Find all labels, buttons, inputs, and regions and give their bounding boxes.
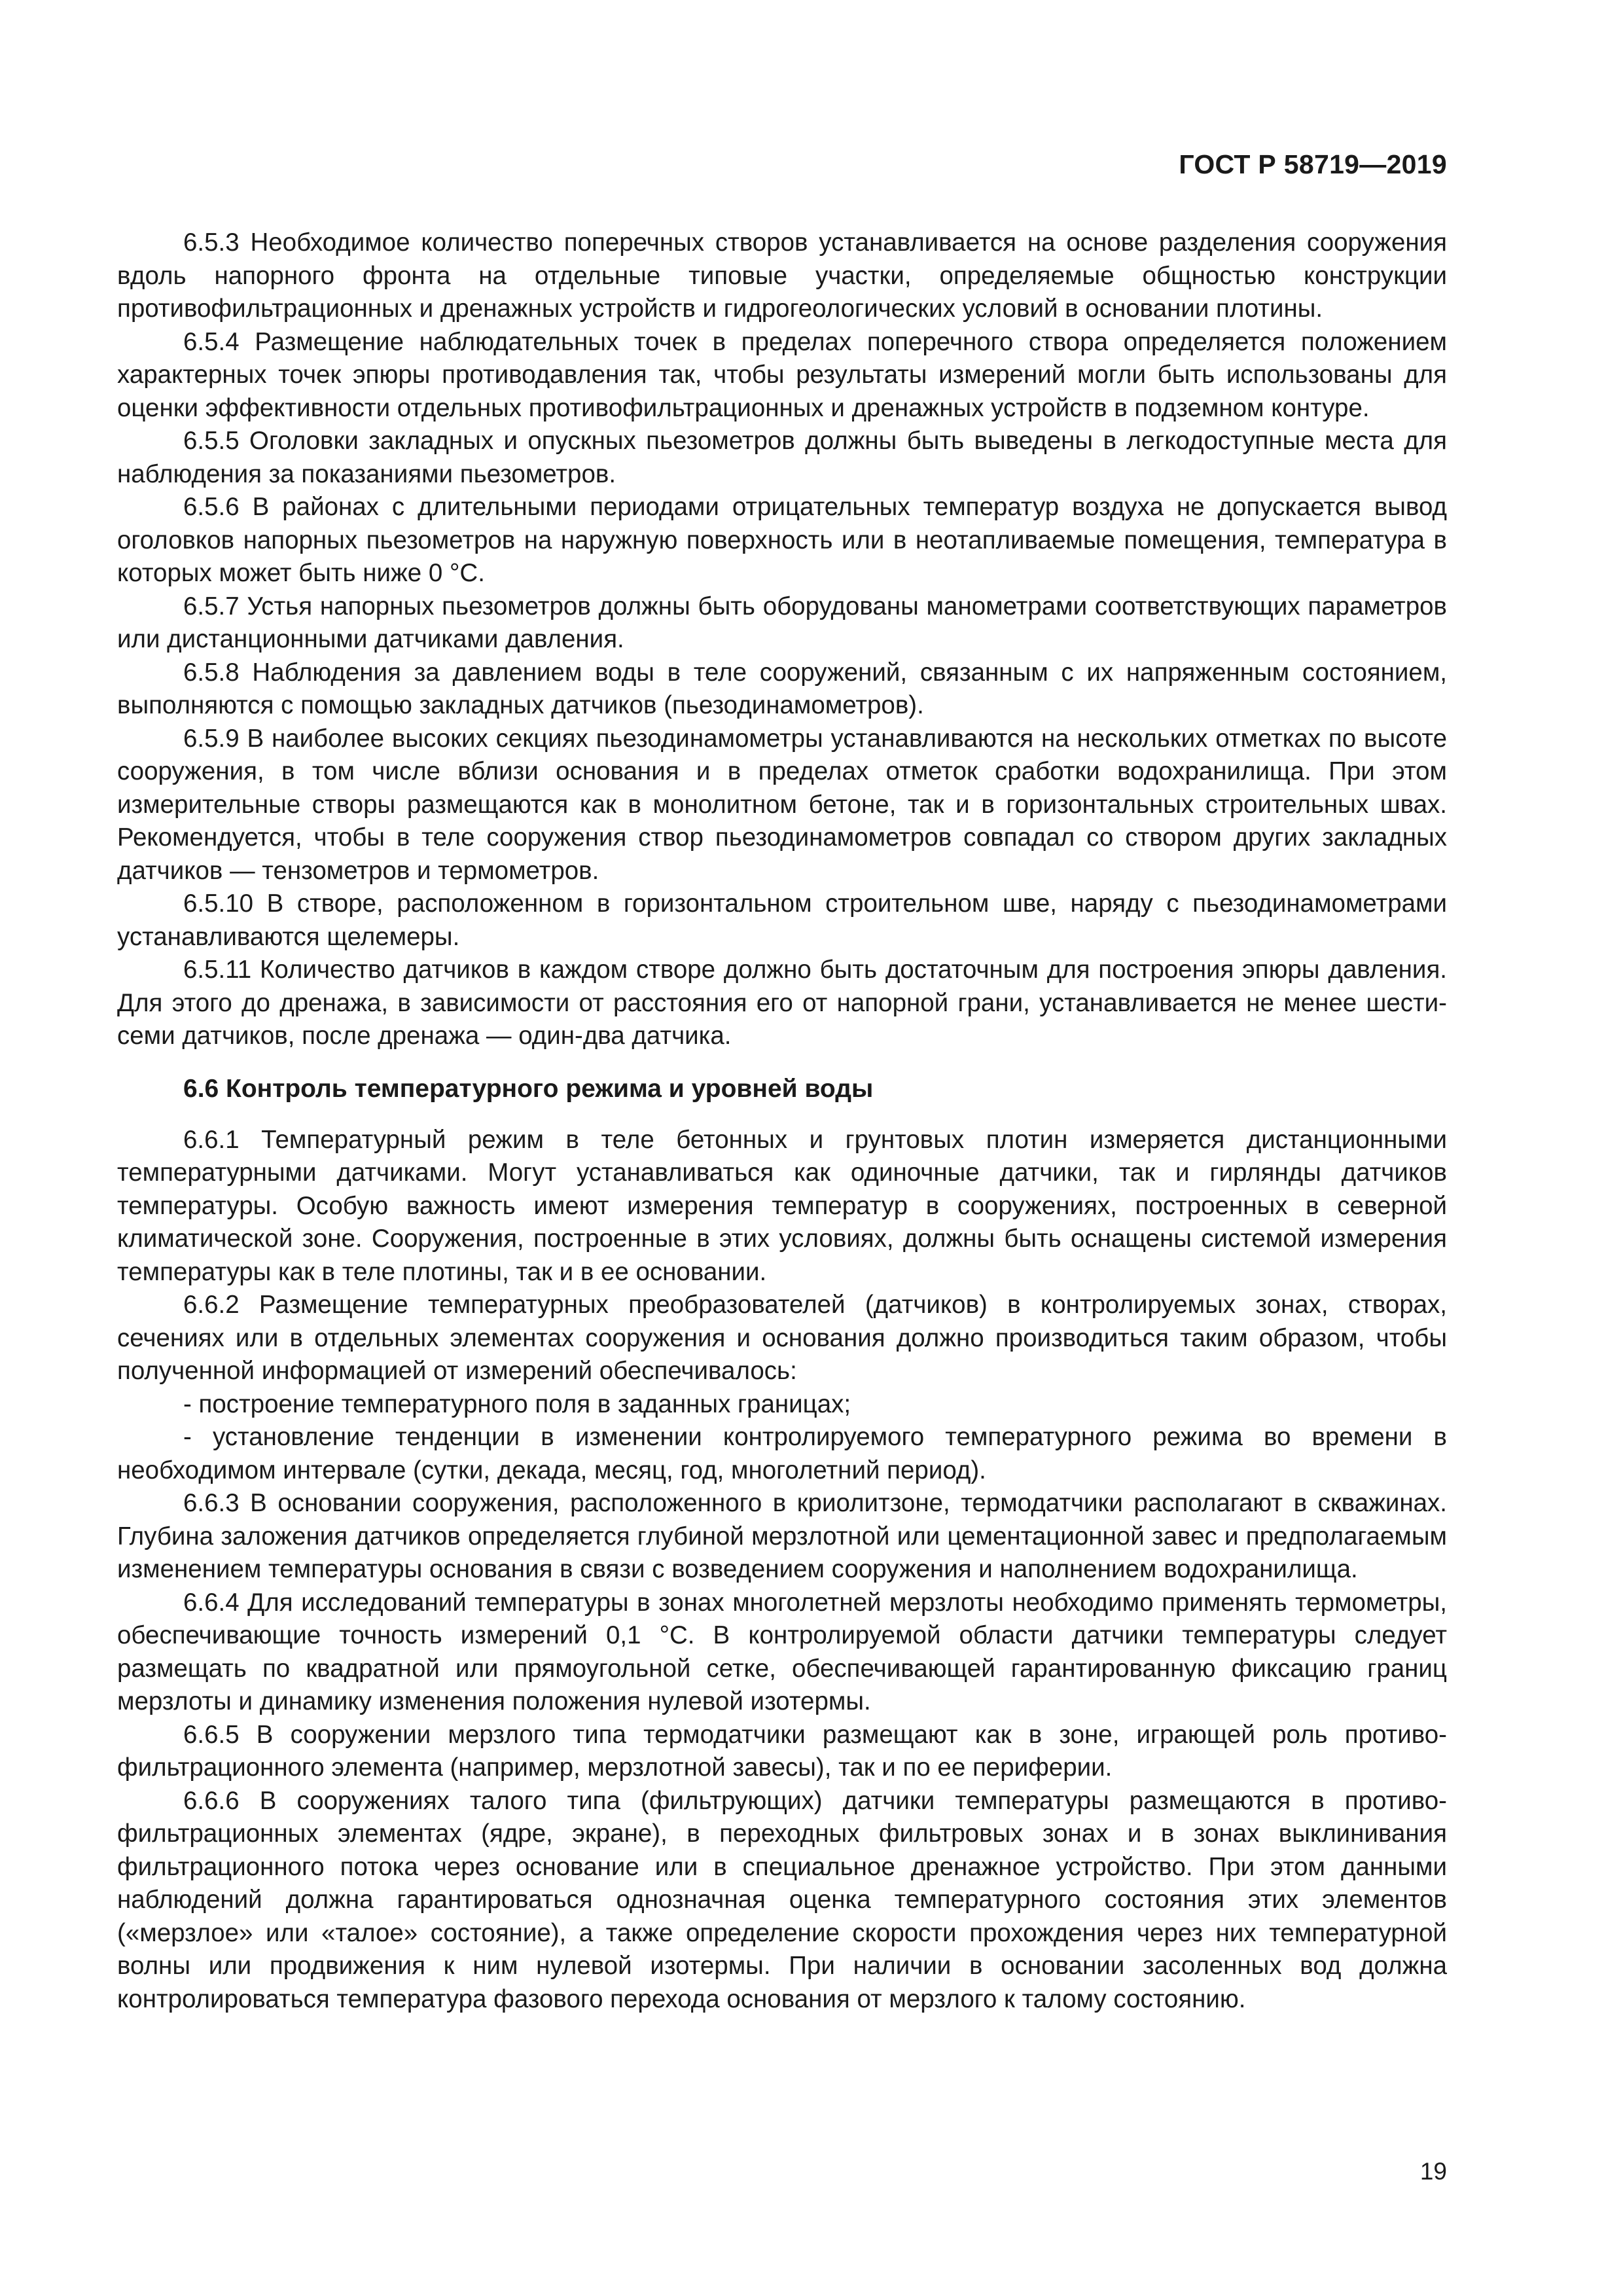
paragraph-6-5-8: 6.5.8 Наблюдения за давлением воды в теле сооружений, связанным с их напряженным состоянием, выполняются с помощью закладных датчиков (пьезодинамометров). bbox=[117, 658, 1447, 719]
paragraph-6-6-1: 6.6.1 Температурный режим в теле бетонных и грунтовых плотин измеряется дистанционными температурными датчиками. Могут устанавливаться как одиночные датчики, так и гирлянды датчиков температуры. Особую важность имеют измерения температур в сооружениях, построенных в северной климатической зоне. Сооружения, построенные в этих условиях, должны быть оснащены системой измерения температуры как в теле плотины, так и в ее основании. bbox=[117, 1125, 1447, 1286]
document-body bbox=[117, 226, 1447, 2016]
paragraph-6-5-4: 6.5.4 Размещение наблюдательных точек в пределах поперечного створа определяется положением характерных точек эпюры противодавления так, чтобы результаты измерений могли быть использованы для оценки эффективности отдельных противофильтрационных и дренажных устройств в подземном контуре. bbox=[117, 327, 1447, 422]
paragraph-6-5-7: 6.5.7 Устья напорных пьезометров должны быть оборудованы манометрами соответствующих параметров или дистанционными датчиками давления. bbox=[117, 592, 1447, 653]
standard-code-header: ГОСТ Р 58719—2019 bbox=[1179, 149, 1447, 179]
paragraph-6-6-4: 6.6.4 Для исследований температуры в зонах многолетней мерзлоты необходимо применять термометры, обеспечивающие точность измерений 0,1 °С. В контролируемой области датчики температуры следует размещать по квадратной или прямоугольной сетке, обеспечивающей гарантированную фиксацию границ мерзлоты и динамику изменения положения нулевой изотермы. bbox=[117, 1588, 1447, 1715]
paragraph-6-6-5: 6.6.5 В сооружении мерзлого типа термодатчики размещают как в зоне, играющей роль противофильтрационного элемента (например, мерзлотной завесы), так и по ее периферии. bbox=[117, 1720, 1447, 1782]
paragraph-6-5-5: 6.5.5 Оголовки закладных и опускных пьезометров должны быть выведены в легкодоступные места для наблюдения за показаниями пьезометров. bbox=[117, 427, 1447, 488]
paragraph-6-5-6: 6.5.6 В районах с длительными периодами отрицательных температур воздуха не допускается вывод оголовков напорных пьезометров на наружную поверхность или в неотапливаемые помещения, температура в которых может быть ниже 0 °С. bbox=[117, 493, 1447, 587]
paragraph-6-6-6: 6.6.6 В сооружениях талого типа (фильтрующих) датчики температуры размещаются в противофильтрационных элементах (ядре, экране), в переходных фильтровых зонах и в зонах выклинивания фильтрационного потока через основание или в специальное дренажное устройство. При этом данными наблюдений должна гарантироваться однозначная оценка температурного состояния этих элементов («мерзлое» или «талое» состояние), а также определение скорости прохождения через них температурной волны или продвижения к ним нулевой изотермы. При наличии в основании засоленных вод должна контролироваться температура фазового перехода основания от мерзлого к талому состоянию. bbox=[117, 1786, 1447, 2013]
paragraph-6-6-2: 6.6.2 Размещение температурных преобразователей (датчиков) в контролируемых зонах, створах, сечениях или в отдельных элементах сооружения и основания должно производиться таким образом, чтобы полученной информацией от измерений обеспечивалось: bbox=[117, 1291, 1447, 1385]
paragraph-6-5-10: 6.5.10 В створе, расположенном в горизонтальном строительном шве, наряду с пьезодинамометрами устанавливаются щелемеры. bbox=[117, 889, 1447, 951]
paragraph-6-5-11: 6.5.11 Количество датчиков в каждом створе должно быть достаточным для построения эпюры давления. Для этого до дренажа, в зависимости от расстояния его от напорной грани, устанавливается не менее шести-семи датчиков, после дренажа — один-два датчика. bbox=[117, 956, 1447, 1050]
paragraph-6-5-3: 6.5.3 Необходимое количество поперечных створов устанавливается на основе разделения сооружения вдоль напорного фронта на отдельные типовые участки, определяемые общностью конструкции противофильтрационных и дренажных устройств и гидрогеологических условий в основании плотины. bbox=[117, 228, 1447, 323]
paragraph-6-6-3: 6.6.3 В основании сооружения, расположенного в криолитзоне, термодатчики располагают в скважинах. Глубина заложения датчиков определяется глубиной мерзлотной или цементационной завес и предполагаемым изменением температуры основания в связи с возведением сооружения и наполнением водохранилища. bbox=[117, 1489, 1447, 1583]
list-item: - установление тенденции в изменении контролируемого температурного режима во времени в необходимом интервале (сутки, декада, месяц, год, многолетний период). bbox=[117, 1423, 1447, 1484]
paragraph-6-5-9: 6.5.9 В наиболее высоких секциях пьезодинамометры устанавливаются на нескольких отметках по высоте сооружения, в том числе вблизи основания и в пределах отметок сработки водохранилища. При этом измерительные створы размещаются как в монолитном бетоне, так и в горизонтальных строительных швах. Рекомендуется, чтобы в теле сооружения створ пьезодинамометров совпадал со створом других закладных датчиков — тензометров и термометров. bbox=[117, 724, 1447, 885]
list-item: - построение температурного поля в заданных границах; bbox=[183, 1390, 851, 1418]
section-heading-6-6: 6.6 Контроль температурного режима и уровней воды bbox=[183, 1074, 874, 1103]
page-number: 19 bbox=[1419, 2158, 1447, 2185]
